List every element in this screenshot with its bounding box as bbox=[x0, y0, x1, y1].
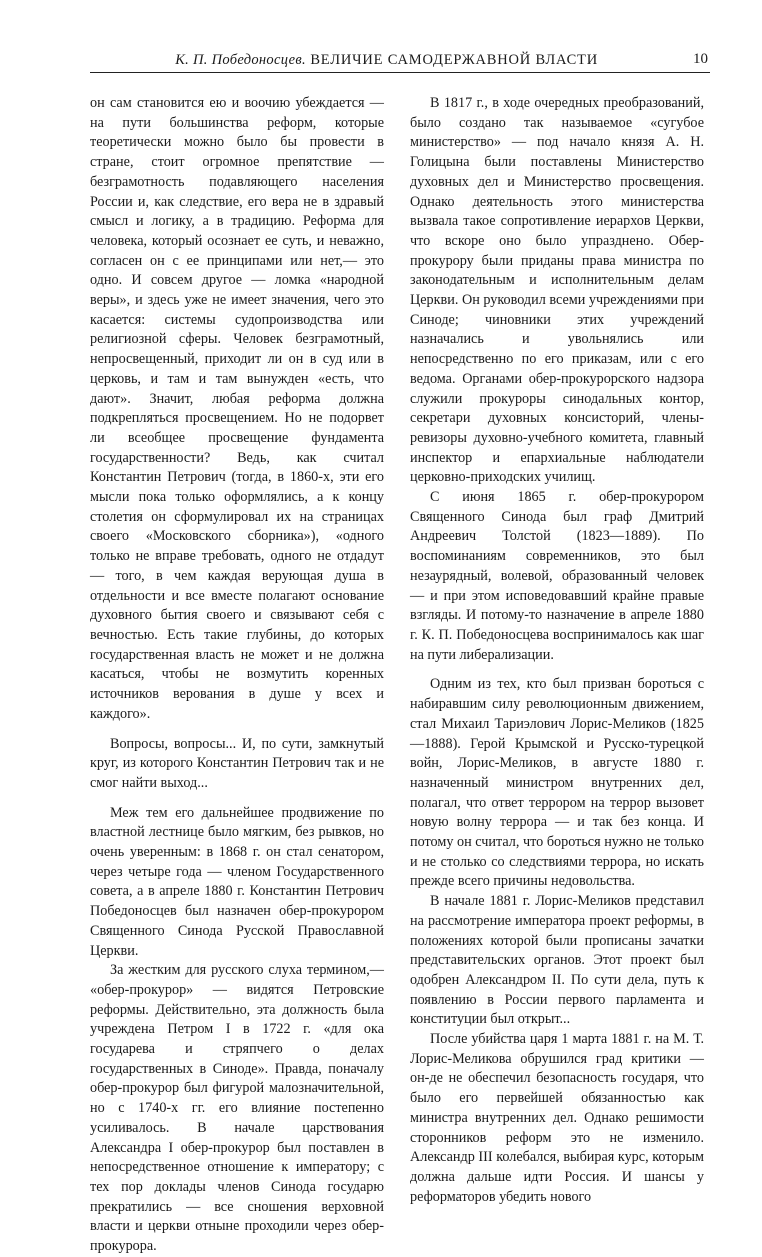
paragraph: Одним из тех, кто был призван бороться с набиравшим силу революционным движением, стал Михаил Тариэлович Лорис-Меликов (1825—1888). Герой Крымской и Русско-турецкой войн, Лорис-Меликов, в августе 1880 г. назначенный министром внутренних дел, полагал, что ответ террором на террор вызовет новую волну террора — и так без конца. И потому он считал, что бороться нужно не только и не столько со следствиями террора, но искать прежде всего причины недовольства. bbox=[410, 676, 704, 890]
paragraph: За жестким для русского слуха термином,— «обер-прокурор» — видятся Петровские реформы. Действительно, эта должность была учреждена Петром I в 1722 г. «для ока государева и стряпчего о делах государственных в Синоде». Правда, поначалу обер-прокурор был фигурой малозначительной, но с 1740-х гг. его влияние постепенно усиливалось. В начале царствования Александра I обер-прокурор был поставлен в непосредственное отношение к императору; с тех пор доклады членов Синода государю прекратились — все сношения верховной власти и церкви отныне проходили через обер-прокурора. bbox=[90, 962, 384, 1255]
header-book-title: ВЕЛИЧИЕ САМОДЕРЖАВНОЙ ВЛАСТИ bbox=[310, 52, 598, 68]
running-title bbox=[175, 52, 598, 69]
paragraph: Вопросы, вопросы... И, по сути, замкнутый круг, из которого Константин Петрович так и не смог найти выход... bbox=[90, 735, 384, 791]
running-header bbox=[90, 48, 710, 73]
paragraph: В начале 1881 г. Лорис-Меликов представил на рассмотрение императора проект реформы, в положениях которой были прописаны зачатки представительских органов. Этот проект был одобрен Александром II. По сути дела, путь к появлению в России первого парламента и конституции был открыт... bbox=[410, 893, 704, 1028]
paragraph: В 1817 г., в ходе очередных преобразований, было создано так называемое «сугубое министерство» — под начало князя А. Н. Голицына были поставлены Министерство духовных дел и Министерство просвещения. Однако деятельность этого министерства вызвала такое сопротивление иерархов Церкви, что вскоре оно было упразднено. Обер-прокурору были приданы права министра по законодательным и исполнительным делам Церкви. Он руководил всеми учреждениями при Синоде; чиновники этих учреждений назначались и увольнялись или непосредственно по его приказам, или с его ведома. Органами обер-прокурорского надзора служили прокуроры синодальных контор, секретари духовных консисторий, члены-ревизоры духовно-учебного комитета, главный инспектор и епархиальные наблюдатели церковно-приходских училищ. bbox=[410, 95, 704, 486]
right-column bbox=[410, 94, 704, 1207]
header-author: К. П. Победоносцев. bbox=[175, 52, 306, 68]
paragraph: он сам становится ею и воочию убеждается — на пути большинства реформ, которые теоретически можно было бы провести в стране, стоит огромное препятствие — безграмотность подавляющего населения России и, как следствие, его вера не в здравый смысл и логику, а в традицию. Реформа для человека, который осознает ее суть, и неважно, согласен он с ее принципами или нет,— это одно. И совсем другое — ломка «народной веры», и здесь уже не имеет значения, чего это касается: системы судопроизводства или религиозной сферы. Человек безграмотный, непросвещенный, приходит ли он в суд или в церковь, и там и там вынужден «есть, что дают». Значит, любая реформа должна подкрепляться просвещением. Но не подорвет ли всеобщее просвещение фундамента государственности? Ведь, как считал Константин Петрович (тогда, в 1860-х, эти его мысли пока только оформлялись, а к концу столетия он сформулировал их на страницах своего «Московского сборника»), «одного только не вправе требовать, одного не отдадут — того, в чем каждая верующая душа в отдельности и все вместе полагают основание духовного бытия своего и связывают себя с вечностью. Есть такие глубины, до которых государственная власть не может и не должна касаться, чтобы не возмутить коренных источников верования в душе у всех и каждого». bbox=[90, 95, 384, 722]
paragraph: С июня 1865 г. обер-прокурором Священного Синода был граф Дмитрий Андреевич Толстой (1823—1889). По воспоминаниям современников, это был незаурядный, волевой, образованный человек — и при этом исповедовавший крайне правые взгляды. И потому-то назначение в апреле 1880 г. К. П. Победоносцева воспринималось как шаг на пути либерализации. bbox=[410, 489, 704, 663]
paragraph: После убийства царя 1 марта 1881 г. на М. Т. Лорис-Меликова обрушился град критики — он-де не обеспечил безопасность государя, что было его первейшей обязанностью как министра внутренних дел. Однако решимости сторонников реформ это не изменило. Александр III колебался, выбирая курс, которым должна дальше идти Россия. И шансы у реформаторов убедить нового bbox=[410, 1031, 704, 1205]
page-number: 10 bbox=[693, 51, 708, 67]
left-column bbox=[90, 94, 384, 1257]
paragraph: Меж тем его дальнейшее продвижение по властной лестнице было мягким, без рывков, но очень уверенным: в 1868 г. он стал сенатором, через четыре года — членом Государственного совета, а в апреле 1880 г. Константин Петрович Победоносцев был назначен обер-прокурором Священного Синода Русской Православной Церкви. bbox=[90, 804, 384, 959]
